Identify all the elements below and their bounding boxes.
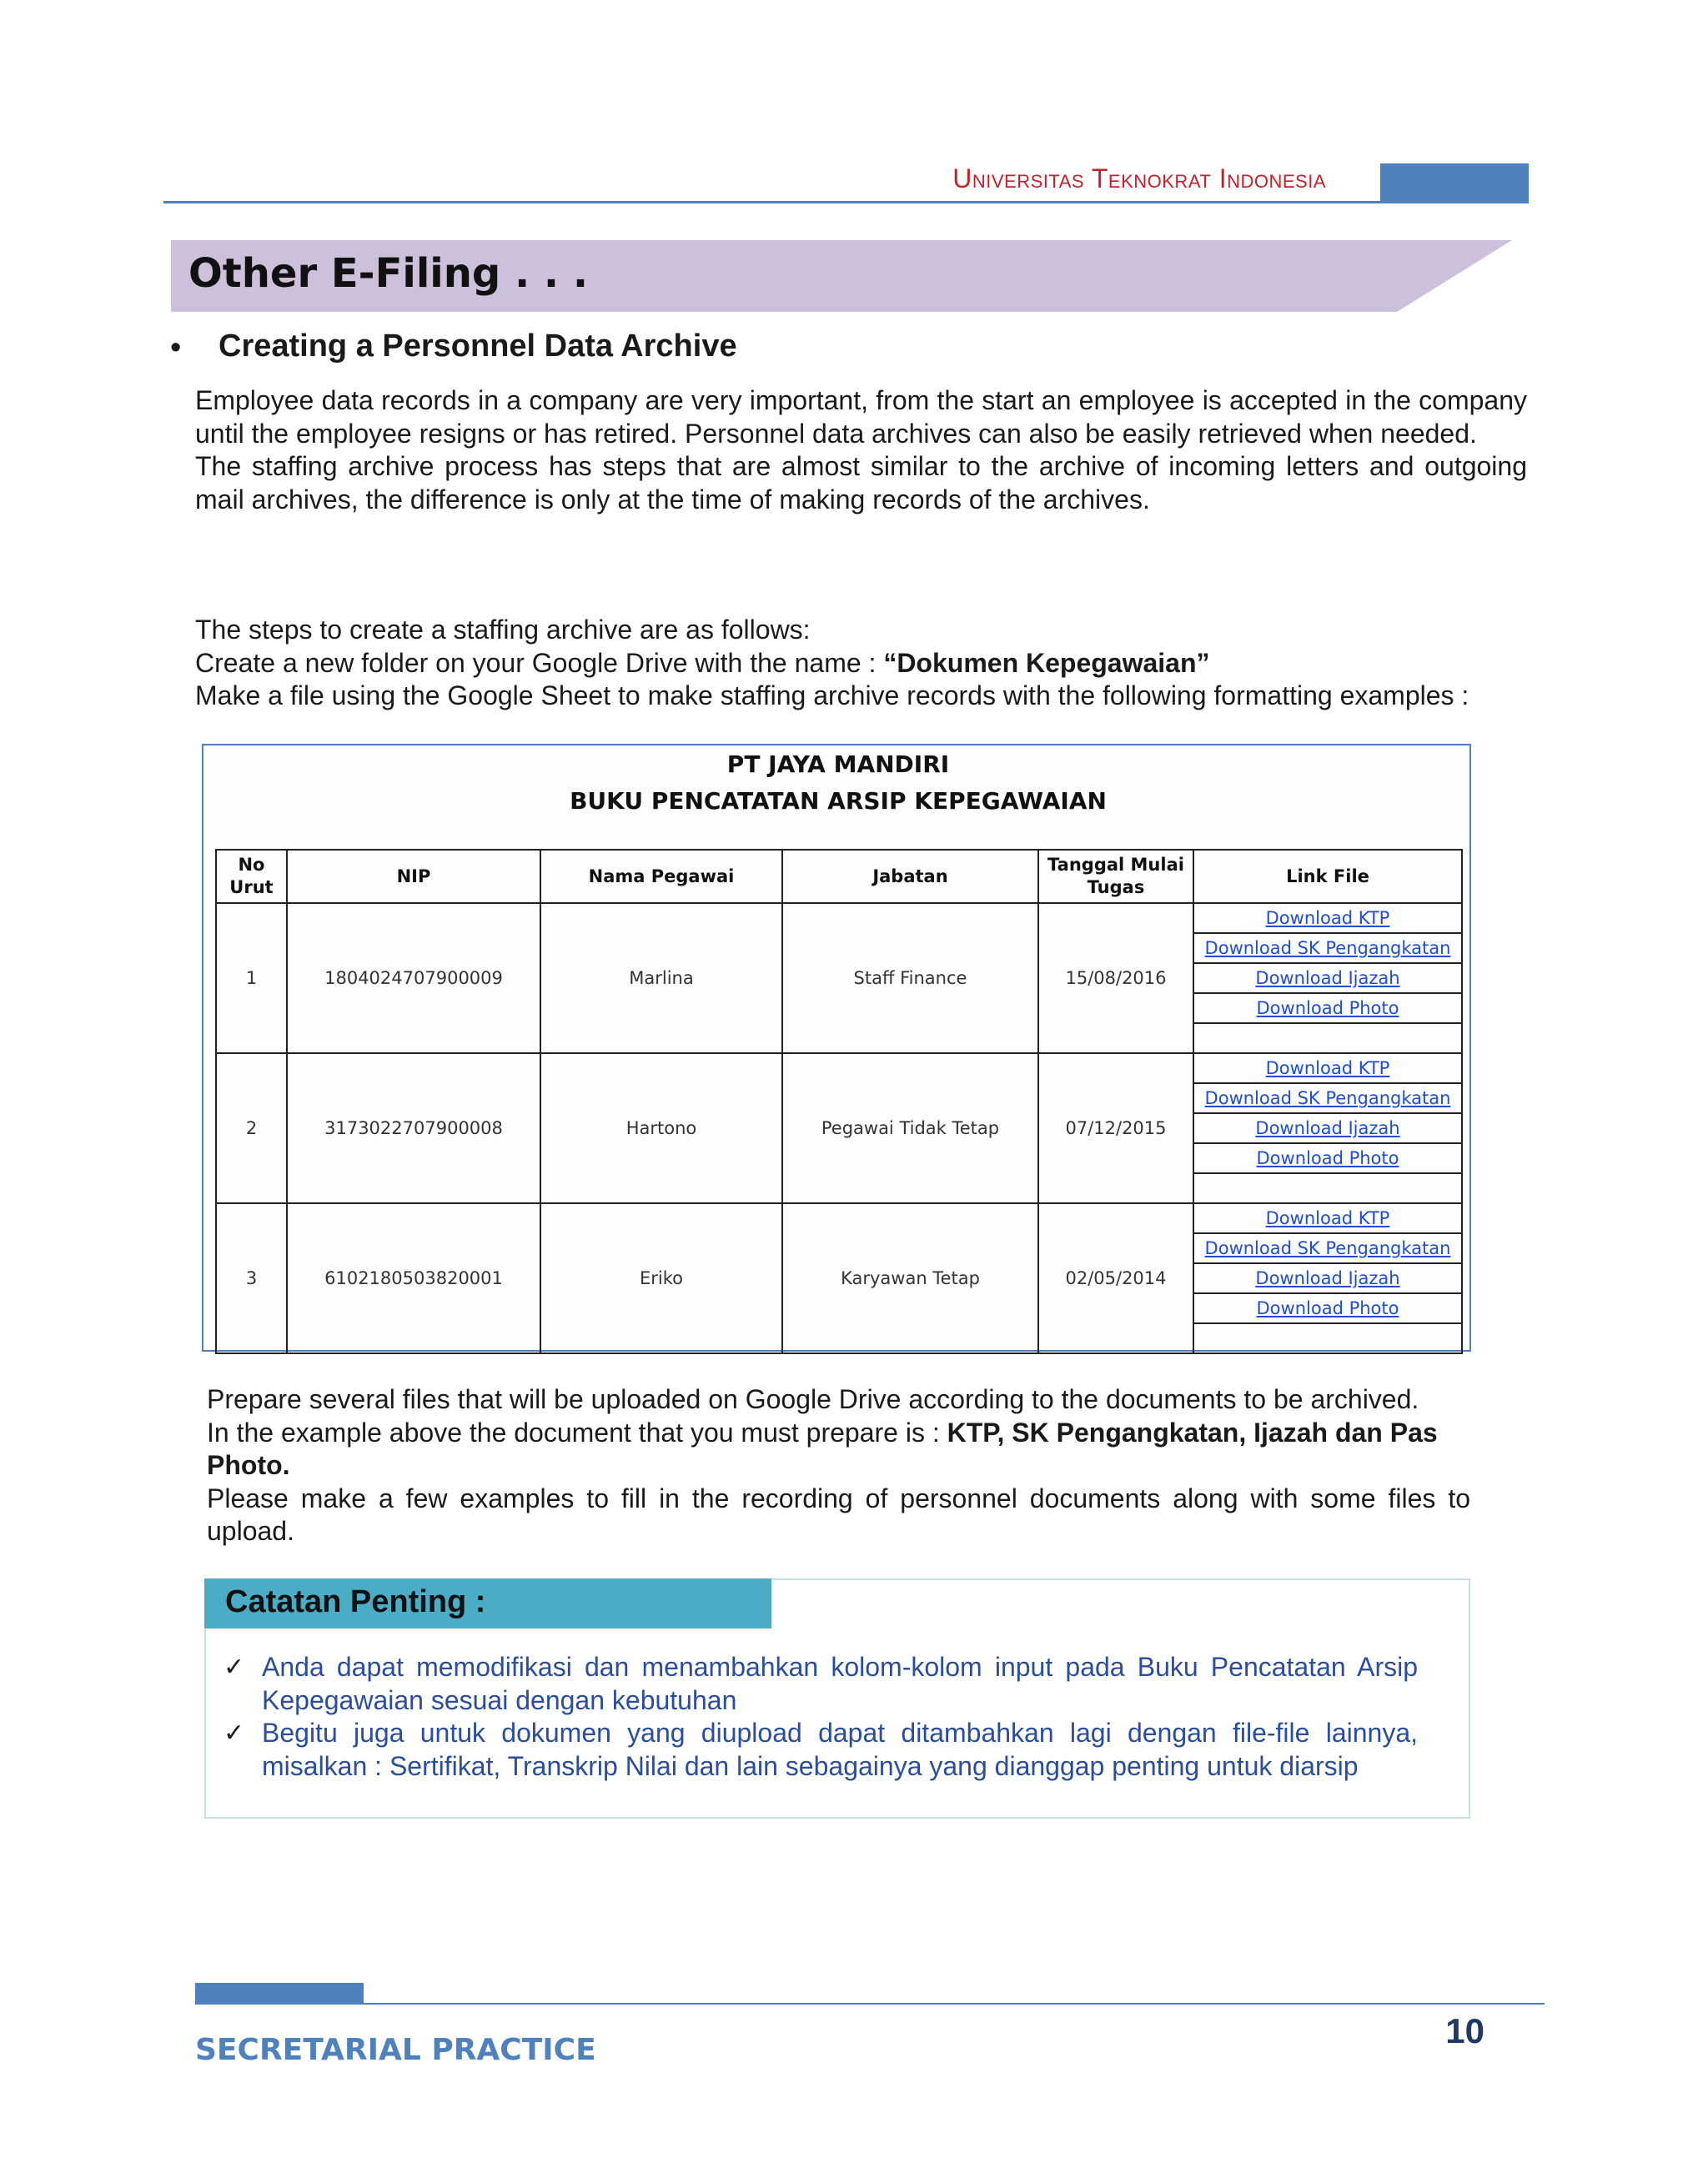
archive-table — [215, 849, 1463, 1354]
checkmark-icon: ✓ — [224, 1654, 245, 1681]
cell-nip: 6102180503820001 — [287, 1203, 540, 1353]
cell-no: 1 — [216, 903, 287, 1053]
download-ktp-link[interactable]: Download KTP — [1194, 1054, 1461, 1084]
footer-rule — [195, 2003, 1545, 2005]
subsection-title: Creating a Personnel Data Archive — [219, 329, 737, 364]
table-row — [216, 903, 1462, 1053]
empty-link-slot — [1194, 1324, 1461, 1352]
cell-tanggal: 15/08/2016 — [1038, 903, 1193, 1053]
table-row — [216, 1203, 1462, 1353]
empty-link-slot — [1194, 1024, 1461, 1052]
cell-links — [1193, 903, 1462, 1053]
note-item — [224, 1717, 1418, 1783]
download-sk-link[interactable]: Download SK Pengangkatan — [1194, 934, 1461, 964]
step-1 — [195, 647, 1530, 680]
prep-paragraph-2-text: In the example above the document that you must prepare is : — [207, 1417, 947, 1448]
cell-nama: Hartono — [540, 1053, 782, 1203]
download-ijazah-link[interactable]: Download Ijazah — [1194, 1114, 1461, 1144]
cell-jabatan: Karyawan Tetap — [782, 1203, 1038, 1353]
col-header-no — [216, 850, 287, 903]
col-header-link: Link File — [1193, 850, 1462, 903]
cell-nip: 1804024707900009 — [287, 903, 540, 1053]
section-title: Other E-Filing . . . — [188, 250, 589, 297]
spreadsheet-example — [202, 744, 1471, 1352]
col-header-nama: Nama Pegawai — [540, 850, 782, 903]
cell-links — [1193, 1203, 1462, 1353]
header-rule — [163, 201, 1381, 203]
checkmark-icon: ✓ — [224, 1719, 245, 1747]
sheet-company: PT JAYA MANDIRI — [726, 750, 950, 778]
col-tanggal-line1: Tanggal Mulai — [1047, 855, 1184, 875]
note-list — [224, 1651, 1418, 1783]
intro-paragraph-2: The staffing archive process has steps that are almost similar to the archive of incoming letters and outgoing mail archives, the difference is only at the time of making records of the archives. — [195, 451, 1527, 514]
download-ijazah-link[interactable]: Download Ijazah — [1194, 964, 1461, 994]
note-item — [224, 1651, 1418, 1717]
steps-lead: The steps to create a staffing archive are as follows: — [195, 615, 811, 645]
sheet-book-title: BUKU PENCATATAN ARSIP KEPEGAWAIAN — [570, 787, 1107, 815]
cell-jabatan: Staff Finance — [782, 903, 1038, 1053]
bullet-marker: • — [170, 330, 182, 365]
col-header-nip: NIP — [287, 850, 540, 903]
cell-tanggal: 02/05/2014 — [1038, 1203, 1193, 1353]
university-name: Universitas Teknokrat Indonesia — [952, 163, 1326, 193]
prep-paragraph-2 — [207, 1417, 1470, 1483]
download-ijazah-link[interactable]: Download Ijazah — [1194, 1264, 1461, 1294]
col-tanggal-line2: Tugas — [1087, 877, 1145, 897]
footer-accent-block — [195, 1983, 364, 2005]
document-list: KTP, SK Pengangkatan, Ijazah dan Pas Photo. — [207, 1417, 1438, 1480]
step-2: Make a file using the Google Sheet to make staffing archive records with the following formatting examples : — [195, 680, 1469, 710]
preparation-text — [207, 1383, 1470, 1548]
footer-title: SECRETARIAL PRACTICE — [195, 2033, 596, 2067]
empty-link-slot — [1194, 1174, 1461, 1202]
intro-paragraph-1: Employee data records in a company are very important, from the start an employee is accepted in the company until the employee resigns or has retired. Personnel data archives can also be easily retrieved when needed. — [195, 385, 1527, 449]
col-header-tanggal — [1038, 850, 1193, 903]
note-item-text: Begitu juga untuk dokumen yang diupload dapat ditambahkan lagi dengan file-file lainnya, misalkan : Sertifikat, Transkrip Nilai dan lain sebagainya yang dianggap penting untuk diarsip — [262, 1718, 1418, 1781]
col-header-jabatan: Jabatan — [782, 850, 1038, 903]
cell-tanggal: 07/12/2015 — [1038, 1053, 1193, 1203]
intro-text — [195, 384, 1527, 516]
download-photo-link[interactable]: Download Photo — [1194, 1144, 1461, 1174]
steps-text — [195, 614, 1530, 713]
cell-no: 2 — [216, 1053, 287, 1203]
cell-nama: Eriko — [540, 1203, 782, 1353]
cell-links — [1193, 1053, 1462, 1203]
download-photo-link[interactable]: Download Photo — [1194, 1294, 1461, 1324]
cell-no: 3 — [216, 1203, 287, 1353]
download-sk-link[interactable]: Download SK Pengangkatan — [1194, 1084, 1461, 1114]
header-accent-block — [1380, 163, 1529, 203]
table-row — [216, 1053, 1462, 1203]
note-item-text: Anda dapat memodifikasi dan menambahkan kolom-kolom input pada Buku Pencatatan Arsip Kepegawaian sesuai dengan kebutuhan — [262, 1652, 1418, 1715]
cell-nip: 3173022707900008 — [287, 1053, 540, 1203]
table-header-row — [216, 850, 1462, 903]
step-1-text: Create a new folder on your Google Drive with the name : — [195, 647, 884, 678]
download-sk-link[interactable]: Download SK Pengangkatan — [1194, 1234, 1461, 1264]
download-ktp-link[interactable]: Download KTP — [1194, 904, 1461, 934]
cell-nama: Marlina — [540, 903, 782, 1053]
note-title: Catatan Penting : — [225, 1584, 486, 1619]
prep-paragraph-3: Please make a few examples to fill in the recording of personnel documents along with some files to upload. — [207, 1483, 1470, 1546]
cell-jabatan: Pegawai Tidak Tetap — [782, 1053, 1038, 1203]
folder-name: “Dokumen Kepegawaian” — [883, 647, 1210, 678]
prep-paragraph-1: Prepare several files that will be uploaded on Google Drive according to the documents to be archived. — [207, 1384, 1419, 1414]
download-photo-link[interactable]: Download Photo — [1194, 994, 1461, 1024]
page-number: 10 — [1445, 2011, 1484, 2050]
col-no-line1: No — [238, 855, 265, 875]
col-no-line2: Urut — [229, 877, 274, 897]
download-ktp-link[interactable]: Download KTP — [1194, 1204, 1461, 1234]
